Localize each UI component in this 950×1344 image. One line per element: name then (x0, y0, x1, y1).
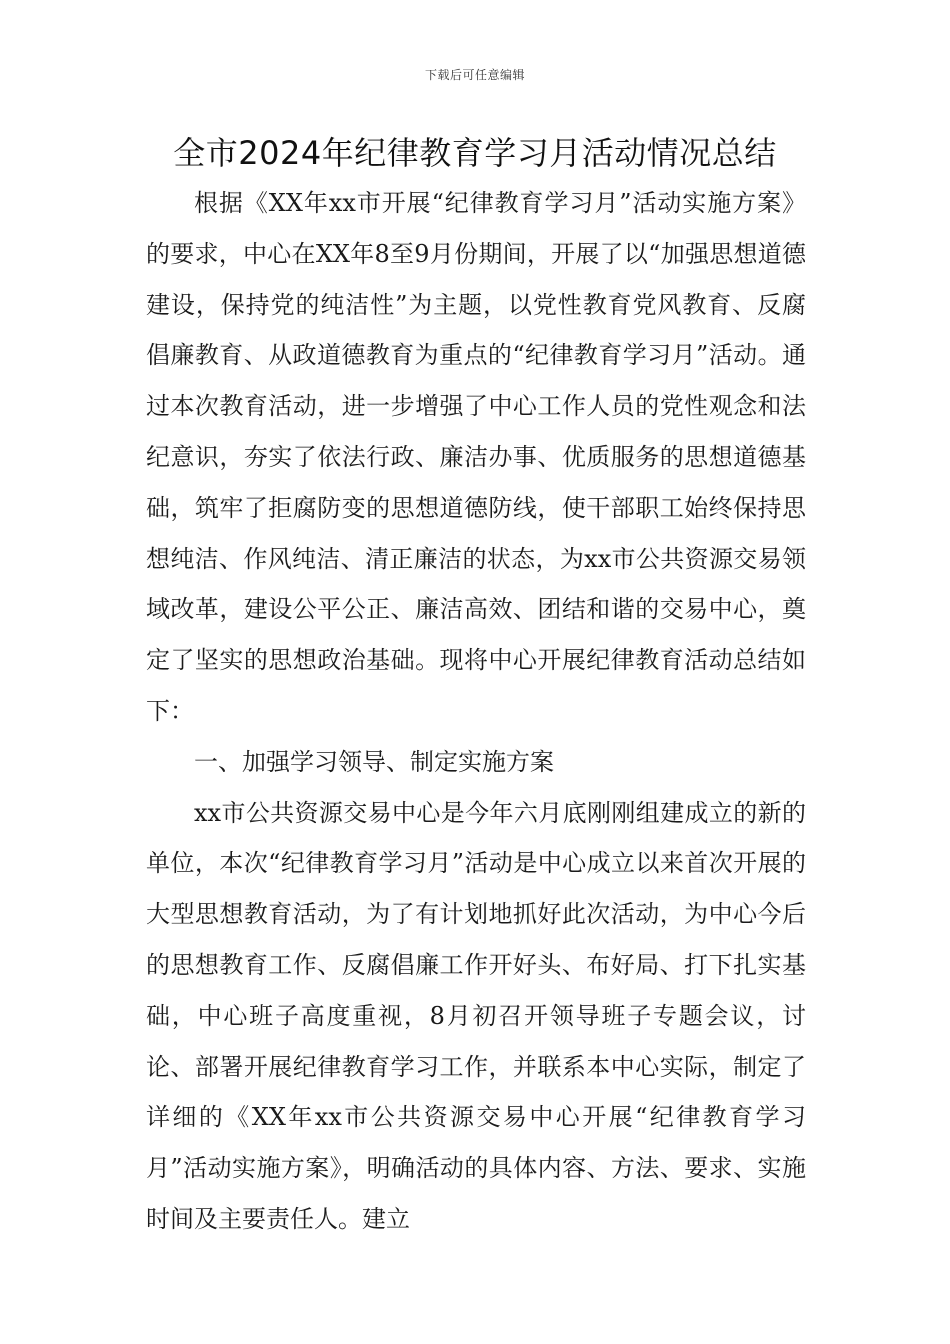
paragraph-section-1: xx市公共资源交易中心是今年六月底刚刚组建成立的新的单位，本次“纪律教育学习月”活动是中心成立以来首次开展的大型思想教育活动，为了有计划地抓好此次活动，为中心今后的思想教育工作、反腐倡廉工作开好头、布好局、打下扎实基础，中心班子高度重视，8月初召开领导班子专题会议，讨论、部署开展纪律教育学习工作，并联系本中心实际，制定了详细的《XX年xx市公共资源交易中心开展“纪律教育学习月”活动实施方案》，明确活动的具体内容、方法、要求、实施时间及主要责任人。建立 (146, 798, 806, 1233)
header-note: 下载后可任意编辑 (424, 68, 525, 82)
document-title: 全市2024年纪律教育学习月活动情况总结 (173, 134, 777, 172)
paragraph-intro: 根据《XX年xx市开展“纪律教育学习月”活动实施方案》的要求，中心在XX年8至9月份期间，开展了以“加强思想道德建设，保持党的纯洁性”为主题，以党性教育党风教育、反腐倡廉教育、从政道德教育为重点的“纪律教育学习月”活动。通过本次教育活动，进一步增强了中心工作人员的党性观念和法纪意识，夯实了依法行政、廉洁办事、优质服务的思想道德基础，筑牢了拒腐防变的思想道德防线，使干部职工始终保持思想纯洁、作风纯洁、清正廉洁的状态，为xx市公共资源交易领域改革，建设公平公正、廉洁高效、团结和谐的交易中心，奠定了坚实的思想政治基础。现将中心开展纪律教育活动总结如下： (146, 189, 806, 725)
section-heading-1: 一、加强学习领导、制定实施方案 (194, 747, 554, 776)
document-body (146, 178, 806, 1245)
